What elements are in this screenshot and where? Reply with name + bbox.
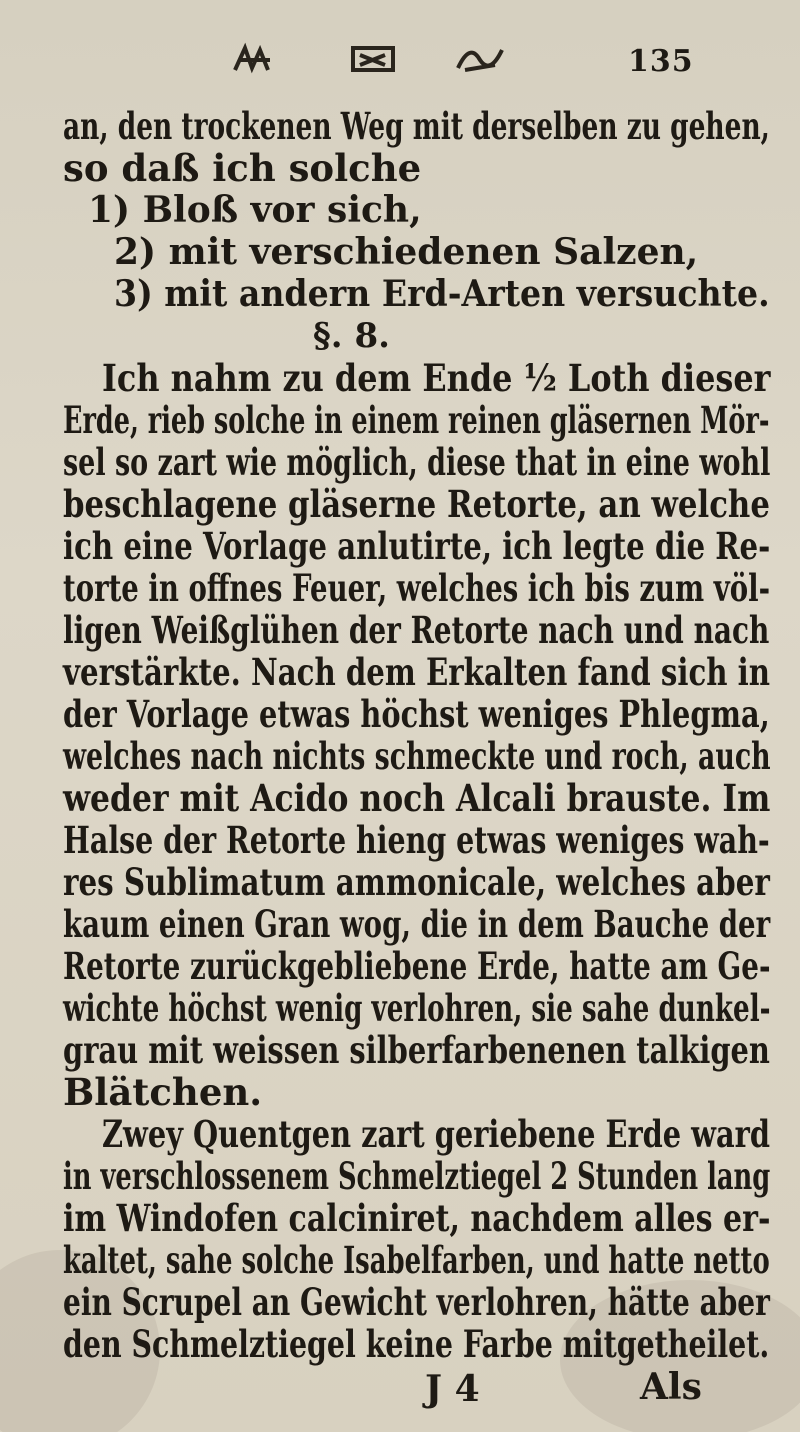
text-line: im Windofen calciniret, nachdem alles er- bbox=[63, 1196, 771, 1240]
text-line: Ich nahm zu dem Ende ½ Loth dieser bbox=[102, 356, 771, 400]
text-line: res Sublimatum ammonicale, welches aber bbox=[63, 860, 770, 904]
text-line: weder mit Acido noch Alcali brauste. Im bbox=[63, 776, 771, 820]
text-line: Blätchen. bbox=[63, 1070, 263, 1114]
ornament-center-icon bbox=[345, 40, 405, 80]
section-heading: §. 8. bbox=[313, 316, 390, 356]
text-line: kaum einen Gran wog, die in dem Bauche der bbox=[63, 902, 771, 946]
signature-mark: J 4 bbox=[425, 1368, 480, 1410]
page-number: 135 bbox=[628, 44, 694, 79]
text-line: in verschlossenem Schmelztiegel 2 Stunden lang bbox=[63, 1154, 771, 1198]
text-line: verstärkte. Nach dem Erkalten fand sich in bbox=[63, 650, 771, 694]
ornament-left-icon bbox=[230, 40, 290, 80]
text-line: Halse der Retorte hieng etwas weniges wah- bbox=[63, 818, 770, 862]
text-line: welches nach nichts schmeckte und roch, auch bbox=[63, 734, 771, 778]
page-header bbox=[230, 40, 650, 90]
text-line: ligen Weißglühen der Retorte nach und nach bbox=[63, 608, 770, 652]
text-line: sel so zart wie möglich, diese that in eine wohl bbox=[63, 440, 771, 484]
list-item: 1) Bloß vor sich, bbox=[88, 189, 422, 231]
text-line: wichte höchst wenig verlohren, sie sahe dunkel- bbox=[63, 986, 771, 1030]
text-line: den Schmelztiegel keine Farbe mitgetheilet. bbox=[63, 1322, 770, 1366]
text-line: kaltet, sahe solche Isabelfarben, und hatte netto bbox=[63, 1238, 770, 1282]
text-line: beschlagene gläserne Retorte, an welche bbox=[63, 482, 770, 526]
list-item: 3) mit andern Erd-Arten versuchte. bbox=[114, 273, 770, 315]
text-line: der Vorlage etwas höchst weniges Phlegma, bbox=[63, 692, 770, 736]
text-line: grau mit weissen silberfarbenenen talkigen bbox=[63, 1028, 770, 1072]
text-line: Erde, rieb solche in einem reinen gläsernen Mör- bbox=[63, 398, 770, 442]
text-line: an, den trockenen Weg mit derselben zu gehen, bbox=[63, 104, 770, 148]
text-line: ich eine Vorlage anlutirte, ich legte die Re- bbox=[63, 524, 771, 568]
catchword: Als bbox=[640, 1366, 702, 1408]
text-line: ein Scrupel an Gewicht verlohren, hätte aber bbox=[63, 1280, 770, 1324]
text-line: Retorte zurückgebliebene Erde, hatte am Ge- bbox=[63, 944, 771, 988]
text-line: Zwey Quentgen zart geriebene Erde ward bbox=[102, 1112, 771, 1156]
text-line: so daß ich solche bbox=[63, 146, 422, 190]
list-item: 2) mit verschiedenen Salzen, bbox=[114, 231, 699, 273]
ornament-right-icon bbox=[450, 40, 510, 80]
text-line: torte in offnes Feuer, welches ich bis zum völ- bbox=[63, 566, 771, 610]
